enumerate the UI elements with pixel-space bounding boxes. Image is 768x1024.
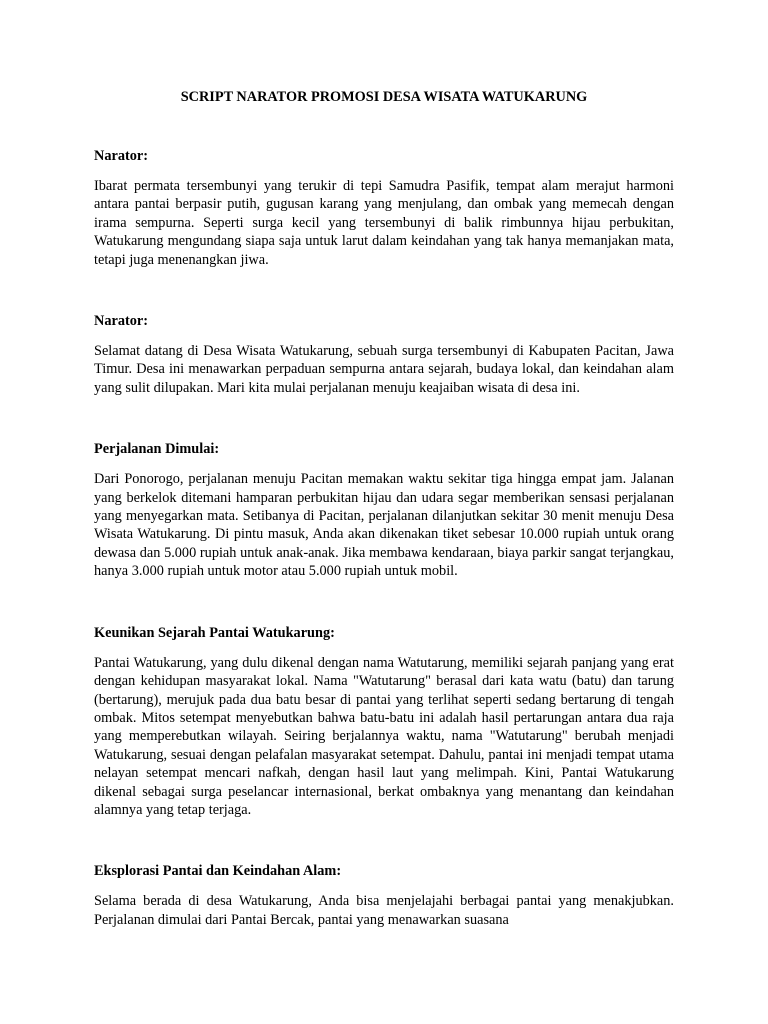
section-heading: Narator: — [94, 148, 148, 164]
section-2 — [94, 312, 674, 397]
section-5 — [94, 862, 674, 929]
section-paragraph: Dari Ponorogo, perjalanan menuju Pacitan memakan waktu sekitar tiga hingga empat jam. Jalanan yang berkelok ditemani hamparan perbukitan hijau dan udara segar memberikan sensasi perjalanan yang menyegarkan mata. Setibanya di Pacitan, perjalanan dilanjutkan sekitar 30 menit menuju Desa Wisata Watukarung. Di pintu masuk, Anda akan dikenakan tiket sebesar 10.000 rupiah untuk orang dewasa dan 5.000 rupiah untuk anak-anak. Jika membawa kendaraan, biaya parkir sangat terjangkau, hanya 3.000 rupiah untuk motor atau 5.000 rupiah untuk mobil. — [94, 471, 674, 580]
section-paragraph: Selama berada di desa Watukarung, Anda bisa menjelajahi berbagai pantai yang menakjubkan. Perjalanan dimulai dari Pantai Bercak, pantai yang menawarkan suasana — [94, 893, 674, 928]
section-1 — [94, 147, 674, 269]
document-title: SCRIPT NARATOR PROMOSI DESA WISATA WATUKARUNG — [180, 89, 588, 105]
section-paragraph: Selamat datang di Desa Wisata Watukarung, sebuah surga tersembunyi di Kabupaten Pacitan, Jawa Timur. Desa ini menawarkan perpaduan sempurna antara sejarah, budaya lokal, dan keindahan alam yang sulit dilupakan. Mari kita mulai perjalanan menuju keajaiban wisata di desa ini. — [94, 343, 674, 396]
section-paragraph: Ibarat permata tersembunyi yang terukir di tepi Samudra Pasifik, tempat alam merajut harmoni antara pantai berpasir putih, gugusan karang yang menjulang, dan ombak yang memecah dengan irama sempurna. Seperti surga kecil yang tersembunyi di balik rimbunnya hijau perbukitan, Watukarung mengundang siapa saja untuk larut dalam keindahan yang tak hanya memanjakan mata, tetapi juga menenangkan jiwa. — [94, 178, 674, 268]
section-4 — [94, 624, 674, 820]
section-heading: Eksplorasi Pantai dan Keindahan Alam: — [94, 863, 342, 880]
section-heading: Narator: — [94, 313, 148, 330]
section-heading: Keunikan Sejarah Pantai Watukarung: — [94, 624, 335, 641]
section-heading: Perjalanan Dimulai: — [94, 441, 220, 458]
section-3 — [94, 440, 674, 580]
section-paragraph: Pantai Watukarung, yang dulu dikenal dengan nama Watutarung, memiliki sejarah panjang yang erat dengan kehidupan masyarakat lokal. Nama "Watutarung" berasal dari kata watu (batu) dan tarung (bertarung), merujuk pada dua batu besar di pantai yang terlihat seperti sedang bertarung di tengah ombak. Mitos setempat menyebutkan bahwa batu-batu ini adalah hasil pertarungan antara dua raja yang memperebutkan wilayah. Seiring berjalannya waktu, nama "Watutarung" berubah menjadi Watukarung, sesuai dengan pelafalan masyarakat setempat. Dahulu, pantai ini menjadi tempat utama nelayan setempat mencari nafkah, dengan hasil laut yang melimpah. Kini, Pantai Watukarung dikenal sebagai surga peselancar internasional, berkat ombaknya yang menantang dan keindahan alamnya yang tetap terjaga. — [94, 654, 674, 818]
